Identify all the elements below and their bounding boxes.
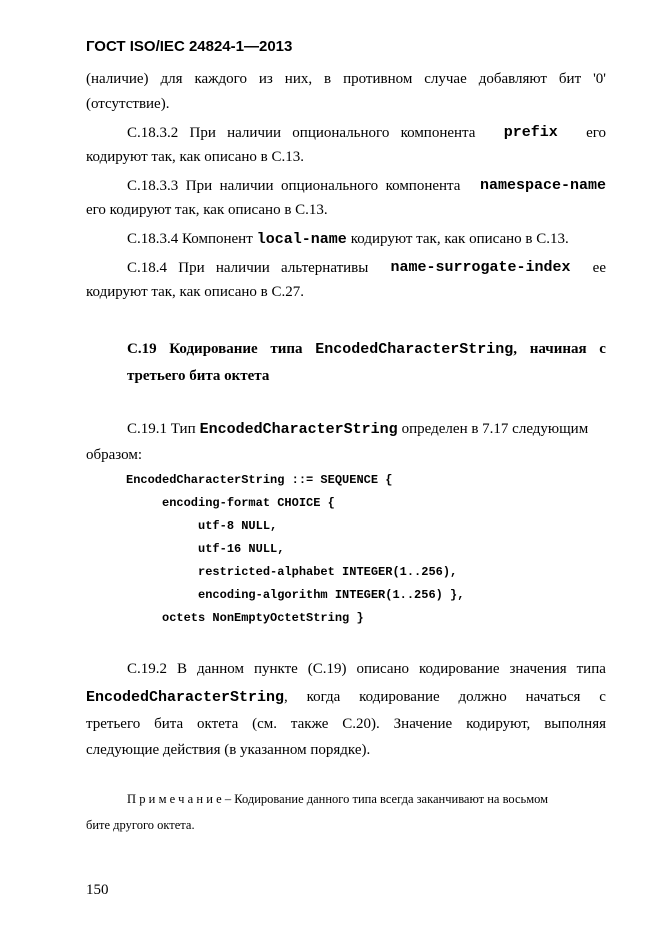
word: кодируют, [466, 716, 531, 732]
word: с [599, 689, 606, 705]
word: (наличие) [86, 71, 149, 87]
code-identifier: EncodedCharacterString [86, 689, 285, 706]
word: каждого [194, 71, 247, 87]
asn1-code-line: octets NonEmptyOctetString } [126, 611, 364, 625]
page-number: 150 [86, 882, 109, 898]
code-identifier: prefix [503, 124, 558, 141]
code-identifier: EncodedCharacterString [315, 341, 514, 358]
clause-line: кодируют так, как описано в С.27. [86, 284, 304, 300]
clause-text: его [586, 125, 606, 141]
word: также [290, 716, 329, 732]
clause-line [86, 688, 606, 707]
heading-word: Кодирование [169, 341, 258, 357]
asn1-code-line: utf-16 NULL, [126, 542, 285, 556]
clause-text: кодируют так, как описано в С.13. [350, 231, 569, 247]
asn1-code-line: encoding-algorithm INTEGER(1..256) }, [126, 588, 465, 602]
asn1-code-line: encoding-format CHOICE { [126, 496, 335, 510]
code-identifier: namespace-name [479, 177, 606, 194]
word: для [160, 71, 183, 87]
word: бита [154, 716, 184, 732]
word: Значение [393, 716, 453, 732]
word: бит [558, 71, 582, 87]
word: в [324, 71, 332, 87]
standard-header: ГОСТ ISO/IEC 24824-1—2013 [86, 38, 293, 55]
note-label: Примечание [127, 792, 225, 806]
word: добавляют [478, 71, 547, 87]
clause-text: ее [592, 260, 606, 276]
word: описано [356, 661, 410, 677]
word: В [176, 661, 187, 677]
word: значения [509, 661, 567, 677]
note-line: бите другого октета. [86, 818, 195, 832]
word: из [258, 71, 273, 87]
word: кодирование [419, 661, 500, 677]
code-identifier: name-surrogate-index [390, 259, 571, 276]
clause-text: С.18.4 При наличии альтернативы [127, 260, 369, 276]
word: С.19.2 [127, 661, 168, 677]
word: них, [284, 71, 313, 87]
clause-c18-4 [127, 259, 606, 277]
clause-c18-3-2 [127, 124, 606, 142]
word: данном [196, 661, 244, 677]
code-group: EncodedCharacterString, [86, 689, 288, 706]
heading-word: с [599, 341, 606, 357]
note-line [127, 791, 548, 807]
clause-c18-3-4 [127, 230, 569, 249]
word: пункте [253, 661, 298, 677]
word: выполняя [544, 716, 606, 732]
word: должно [458, 689, 507, 705]
word: когда [306, 689, 341, 705]
clause-line: кодируют так, как описано в С.13. [86, 149, 304, 165]
word: третьего [86, 716, 141, 732]
clause-c19-2 [127, 660, 606, 678]
paragraph-line [86, 70, 606, 88]
asn1-code-line: EncodedCharacterString ::= SEQUENCE { [126, 473, 393, 487]
clause-c18-3-3 [127, 177, 606, 195]
heading-word: начиная [529, 341, 587, 357]
word: (см. [252, 716, 278, 732]
word: начаться [525, 689, 581, 705]
word: противном [343, 71, 413, 87]
word: '0' [593, 71, 606, 87]
asn1-code-line: utf-8 NULL, [126, 519, 278, 533]
heading-number: С.19 [127, 341, 157, 357]
note-text: – Кодирование данного типа всегда заканчивают на восьмом [224, 792, 549, 806]
word: типа [576, 661, 606, 677]
clause-text: С.18.3.4 Компонент [127, 231, 253, 247]
clause-text: С.18.3.2 При наличии опционального компонента [127, 125, 476, 141]
word: кодирование [359, 689, 440, 705]
paragraph-line: (отсутствие). [86, 96, 170, 112]
heading-line: третьего бита октета [127, 368, 270, 384]
clause-line: его кодируют так, как описано в С.13. [86, 202, 328, 218]
section-heading-c19 [127, 340, 606, 359]
heading-code-group: EncodedCharacterString, [315, 341, 518, 358]
clause-text: С.18.3.3 При наличии опционального компонента [127, 178, 461, 194]
clause-text: определен в 7.17 следующим [401, 421, 589, 437]
clause-line: образом: [86, 447, 143, 463]
word: октета [197, 716, 239, 732]
code-identifier: EncodedCharacterString [199, 421, 398, 438]
clause-c19-1 [127, 420, 588, 439]
word: (С.19) [307, 661, 347, 677]
clause-text: С.19.1 Тип [127, 421, 196, 437]
word: С.20). [342, 716, 380, 732]
clause-line [86, 715, 606, 733]
heading-word: типа [270, 341, 303, 357]
word: случае [424, 71, 467, 87]
code-identifier: local-name [256, 231, 347, 248]
asn1-code-line: restricted-alphabet INTEGER(1..256), [126, 565, 458, 579]
clause-line: следующие действия (в указанном порядке). [86, 742, 371, 758]
